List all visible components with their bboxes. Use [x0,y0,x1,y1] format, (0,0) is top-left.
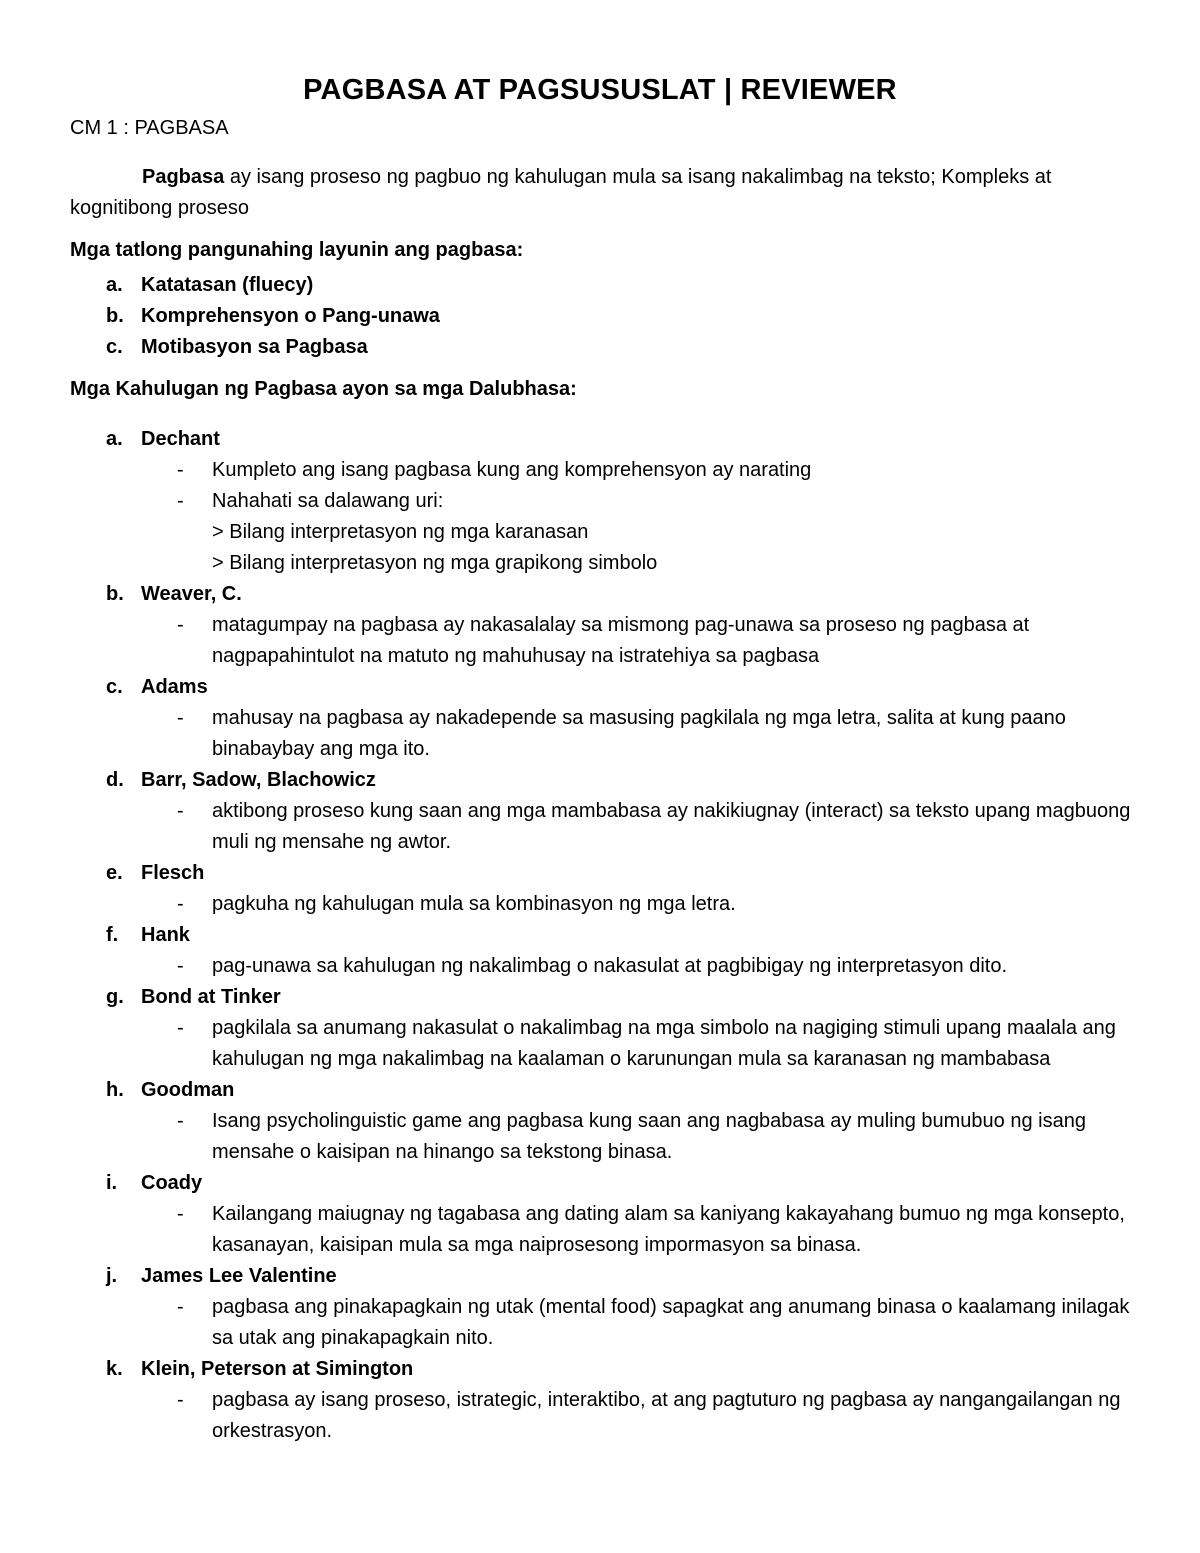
definition-item [0,455,1142,486]
definition-text: > Bilang interpretasyon ng mga grapikong simbolo [212,552,658,574]
dash-bullet: - [177,459,184,481]
goals-heading: Mga tatlong pangunahing layunin ang pagbasa: [70,239,524,261]
definition-item [0,1106,1142,1168]
expert-marker: k. [106,1358,123,1380]
expert-item [0,1261,1200,1354]
definition-list [0,796,1200,858]
definition-text: Nahahati sa dalawang uri: [212,490,444,512]
definition-item [0,1199,1142,1261]
goal-text: Motibasyon sa Pagbasa [141,336,368,358]
expert-item [0,672,1200,765]
definition-item [0,889,1142,920]
definition-item [0,486,1142,517]
expert-name: Bond at Tinker [141,986,281,1008]
definition-item [0,951,1142,982]
expert-marker: i. [106,1172,118,1194]
dash-bullet: - [177,614,184,636]
definition-text: pagbasa ang pinakapagkain ng utak (mental food) sapagkat ang anumang binasa o kaalamang inilagak sa utak ang pinakapagkain nito. [212,1296,1130,1349]
expert-header [0,1261,1200,1292]
goal-text: Komprehensyon o Pang-unawa [141,305,440,327]
expert-header [0,579,1200,610]
definition-list [0,1199,1200,1261]
definition-item [0,1292,1142,1354]
dash-bullet: - [177,800,184,822]
definition-item [0,1385,1142,1447]
definition-list [0,1292,1200,1354]
expert-name: Goodman [141,1079,235,1101]
expert-marker: f. [106,924,119,946]
expert-header [0,1075,1200,1106]
definition-text: mahusay na pagbasa ay nakadepende sa masusing pagkilala ng mga letra, salita at kung paano binabaybay ang mga ito. [212,707,1066,760]
definition-list [0,889,1200,920]
expert-marker: g. [106,986,124,1008]
expert-name: Klein, Peterson at Simington [141,1358,414,1380]
definition-text: pagkilala sa anumang nakasulat o nakalimbag na mga simbolo na nagiging stimuli upang maalala ang kahulugan ng mga nakalimbag na kaalaman o karunungan mula sa karanasan ng mambabasa [212,1017,1116,1070]
expert-name: Coady [141,1172,203,1194]
intro-term: Pagbasa [142,166,225,188]
expert-marker: h. [106,1079,124,1101]
dash-bullet: - [177,707,184,729]
definition-list [0,1385,1200,1447]
expert-header [0,1354,1200,1385]
definition-text: Kumpleto ang isang pagbasa kung ang komprehensyon ay narating [212,459,812,481]
expert-marker: d. [106,769,124,791]
definition-item [0,703,1142,765]
page-title: PAGBASA AT PAGSUSUSLAT | REVIEWER [303,74,897,106]
experts-heading: Mga Kahulugan ng Pagbasa ayon sa mga Dalubhasa: [70,378,577,400]
definition-item [0,610,1142,672]
definition-text: pag-unawa sa kahulugan ng nakalimbag o nakasulat at pagbibigay ng interpretasyon dito. [212,955,1007,977]
definition-text: Isang psycholinguistic game ang pagbasa kung saan ang nagbabasa ay muling bumubuo ng isang mensahe o kaisipan na hinango sa tekstong binasa. [212,1110,1086,1163]
dash-bullet: - [177,1389,184,1411]
definition-text: matagumpay na pagbasa ay nakasalalay sa mismong pag-unawa sa proseso ng pagbasa at nagpapahintulot na matuto ng mahuhusay na istratehiya sa pagbasa [212,614,1030,667]
dash-bullet: - [177,1017,184,1039]
expert-item [0,1354,1200,1447]
experts-list [0,424,1200,1447]
definition-item [0,796,1142,858]
goal-marker: c. [106,336,123,358]
definition-item [0,1013,1142,1075]
expert-header [0,1168,1200,1199]
expert-header [0,982,1200,1013]
dash-bullet: - [177,955,184,977]
definition-list [0,455,1200,579]
goal-marker: a. [106,274,123,296]
expert-header [0,765,1200,796]
expert-name: Weaver, C. [141,583,242,605]
expert-name: Adams [141,676,208,698]
expert-item [0,1168,1200,1261]
chapter-subheading: CM 1 : PAGBASA [70,117,229,139]
goal-text: Katatasan (fluecy) [141,274,314,296]
expert-item [0,765,1200,858]
expert-name: Flesch [141,862,205,884]
definition-list [0,610,1200,672]
expert-marker: c. [106,676,123,698]
expert-item [0,858,1200,920]
definition-text: aktibong proseso kung saan ang mga mambabasa ay nakikiugnay (interact) sa teksto upang magbuong muli ng mensahe ng awtor. [212,800,1131,853]
definition-list [0,951,1200,982]
expert-marker: j. [106,1265,118,1287]
definition-text: > Bilang interpretasyon ng mga karanasan [212,521,589,543]
definition-list [0,1013,1200,1075]
dash-bullet: - [177,1296,184,1318]
dash-bullet: - [177,490,184,512]
expert-header [0,858,1200,889]
expert-marker: e. [106,862,123,884]
expert-header [0,424,1200,455]
expert-item [0,920,1200,982]
definition-text: pagbasa ay isang proseso, istrategic, interaktibo, at ang pagtuturo ng pagbasa ay nangangailangan ng orkestrasyon. [212,1389,1121,1442]
expert-name: Barr, Sadow, Blachowicz [141,769,376,791]
definition-text: Kailangang maiugnay ng tagabasa ang dating alam sa kaniyang kakayahang bumuo ng mga konsepto, kasanayan, kaisipan mula sa mga naiprosesong impormasyon sa binasa. [212,1203,1125,1256]
expert-item [0,982,1200,1075]
expert-name: Dechant [141,428,220,450]
definition-list [0,1106,1200,1168]
expert-marker: b. [106,583,124,605]
expert-name: James Lee Valentine [141,1265,337,1287]
expert-header [0,672,1200,703]
definition-item [0,517,1142,548]
expert-marker: a. [106,428,123,450]
intro-definition: ay isang proseso ng pagbuo ng kahulugan mula sa isang nakalimbag na teksto; Kompleks at kognitibong proseso [70,166,1052,219]
goal-marker: b. [106,305,124,327]
expert-item [0,424,1200,579]
expert-header [0,920,1200,951]
intro-paragraph [70,162,1130,224]
dash-bullet: - [177,1203,184,1225]
expert-name: Hank [141,924,190,946]
definition-text: pagkuha ng kahulugan mula sa kombinasyon ng mga letra. [212,893,736,915]
expert-item [0,1075,1200,1168]
expert-item [0,579,1200,672]
definition-list [0,703,1200,765]
definition-item [0,548,1142,579]
dash-bullet: - [177,1110,184,1132]
dash-bullet: - [177,893,184,915]
